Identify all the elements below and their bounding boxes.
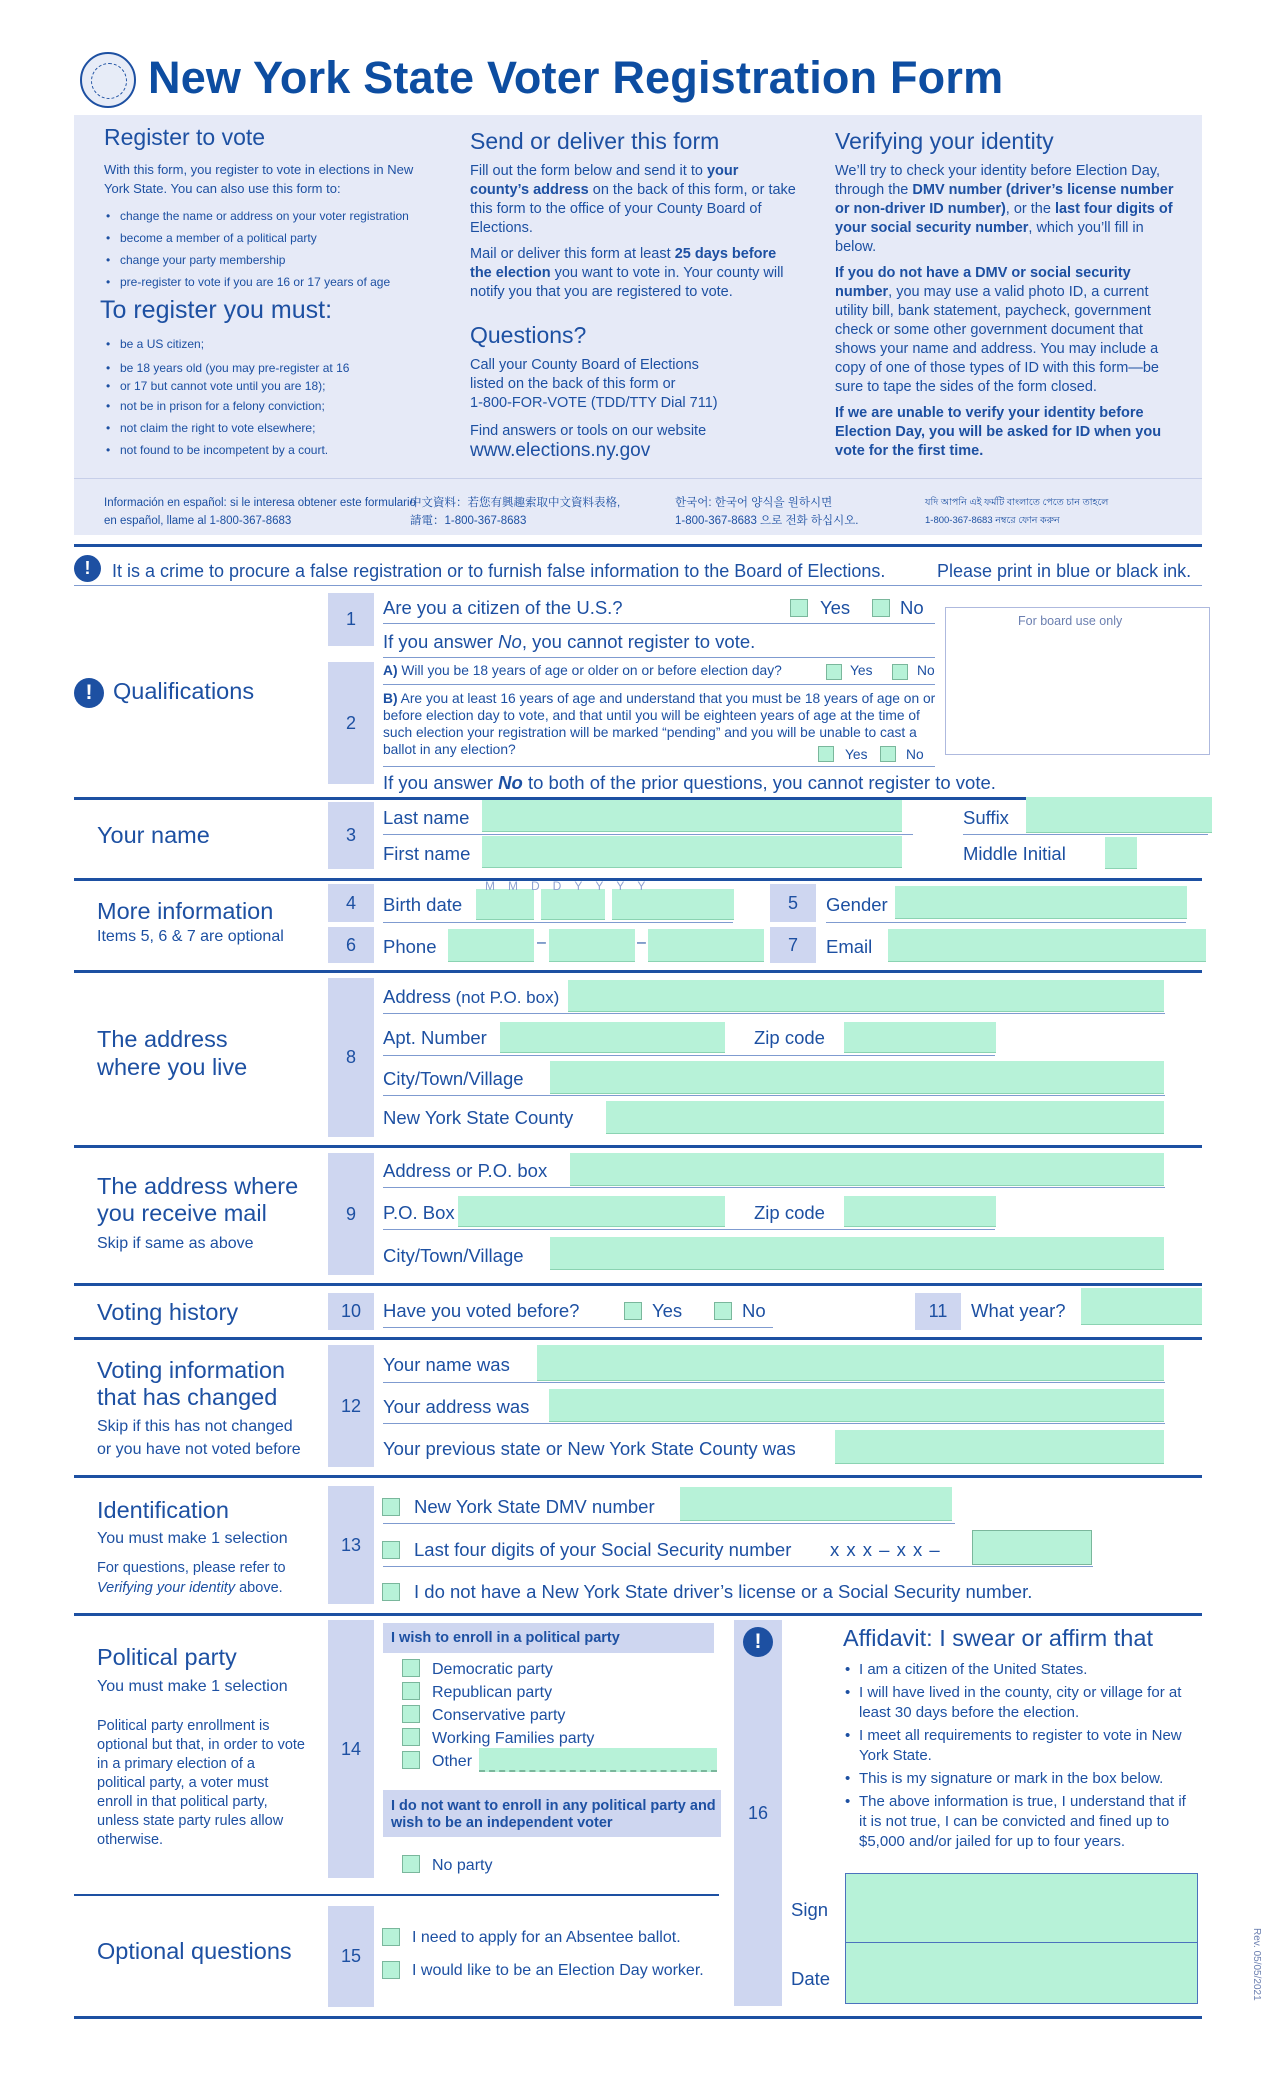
- first-name-label: First name: [383, 843, 471, 864]
- what-year-label: What year?: [971, 1300, 1066, 1321]
- divider: [74, 585, 1202, 586]
- item-number: 15: [328, 1906, 374, 2007]
- middle-initial-field[interactable]: [1105, 837, 1137, 869]
- changed-note-2: or you have not voted before: [97, 1441, 301, 1458]
- date-format-hint: MMDDYYYY: [485, 879, 659, 893]
- section-optional-questions: Optional questions: [97, 1938, 292, 1964]
- ident-refer: For questions, please refer to: [97, 1560, 286, 1576]
- divider: [383, 766, 935, 767]
- item-number: 9: [328, 1153, 374, 1275]
- age-question-b: B) Are you at least 16 years of age and understand that you must be 18 years of age on or before election day to vote, and that until you will be eighteen years of age at the time of such election your registration will be marked “pending” and you will be unable to cast a ballot in any election?: [383, 691, 936, 757]
- must-bullets: [104, 333, 464, 461]
- party-label: Working Families party: [432, 1730, 595, 1747]
- phone-line-field[interactable]: [648, 929, 764, 962]
- email-label: Email: [826, 936, 873, 957]
- alert-icon: !: [74, 555, 101, 582]
- divider: [74, 1283, 1202, 1286]
- phone-prefix-field[interactable]: [549, 929, 635, 962]
- item-number: 2: [328, 662, 374, 784]
- section-address-mail-2: you receive mail: [97, 1200, 267, 1226]
- verify-paragraph-3: If we are unable to verify your identity before Election Day, you will be asked for ID when you vote for the first time.: [835, 405, 1162, 459]
- age-question-a: A) Will you be 18 years of age or older on or before election day?: [383, 663, 782, 678]
- register-heading: Register to vote: [104, 124, 266, 150]
- birth-date-label: Birth date: [383, 894, 463, 915]
- yes-label: Yes: [652, 1300, 683, 1321]
- ink-note: Please print in blue or black ink.: [937, 561, 1192, 581]
- previous-state-label: Your previous state or New York State County was: [383, 1438, 796, 1459]
- suffix-label: Suffix: [963, 807, 1009, 828]
- no-label: No: [917, 663, 935, 678]
- send-heading: Send or deliver this form: [470, 128, 720, 154]
- item-number: 1: [328, 593, 374, 646]
- apt-number-label: Apt. Number: [383, 1027, 487, 1048]
- website-link[interactable]: www.elections.ny.gov: [470, 440, 651, 461]
- voted-before-label: Have you voted before?: [383, 1300, 580, 1321]
- item-number: 3: [328, 802, 374, 869]
- yes-label: Yes: [850, 663, 873, 678]
- divider: [383, 1566, 1093, 1567]
- residence-zip-field[interactable]: [844, 1022, 996, 1053]
- divider: [963, 834, 1208, 835]
- list-item: • or 17 but cannot vote until you are 18);: [104, 377, 464, 395]
- divider: [383, 1327, 773, 1328]
- questions-line-1: Call your County Board of Elections: [470, 357, 699, 373]
- poll-worker-label: I would like to be an Election Day worker.: [412, 1962, 704, 1979]
- birth-year-field[interactable]: [612, 889, 734, 920]
- county-label: New York State County: [383, 1107, 574, 1128]
- korean-info: 한국어: 한국어 양식을 원하시면 1-800-367-8683 으로 전화 하십시오.: [675, 497, 859, 527]
- citizen-question: Are you a citizen of the U.S.?: [383, 597, 623, 618]
- affidavit-heading: Affidavit: I swear or affirm that: [843, 1625, 1153, 1651]
- ssn-last-four-field[interactable]: [972, 1530, 1092, 1565]
- previous-state-field[interactable]: [835, 1430, 1164, 1464]
- party-label: Republican party: [432, 1684, 553, 1701]
- item-number: 6: [328, 927, 374, 963]
- form-title: New York State Voter Registration Form: [148, 52, 1004, 103]
- city-label: City/Town/Village: [383, 1245, 524, 1266]
- mail-zip-field[interactable]: [844, 1196, 996, 1227]
- bengali-info: যদি আপনি এই ফর্মটি বাংলাতে পেতে চান তাহলে 1-800-367-8683 নম্বরে ফোন করুন: [925, 497, 1109, 526]
- divider: [383, 1423, 1165, 1424]
- questions-heading: Questions?: [470, 322, 587, 348]
- absentee-label: I need to apply for an Absentee ballot.: [412, 1929, 681, 1946]
- phone-label: Phone: [383, 936, 437, 957]
- age-a-yes-checkbox[interactable]: [826, 664, 842, 680]
- section-address-mail-1: The address where: [97, 1173, 299, 1199]
- party-explanation: Political party enrollment is optional but that, in order to vote in a primary election of a political party, a voter must enroll in that political party, unless state party rules allow otherwise.: [97, 1718, 305, 1848]
- mail-address-label: Address or P.O. box: [383, 1160, 548, 1181]
- age-b-no-checkbox[interactable]: [880, 746, 896, 762]
- democratic-checkbox[interactable]: [402, 1659, 420, 1677]
- list-item: • become a member of a political party: [104, 227, 464, 249]
- no-id-checkbox[interactable]: [382, 1583, 400, 1601]
- list-item: • be a US citizen;: [104, 333, 464, 355]
- signature-field[interactable]: [845, 1873, 1198, 2004]
- party-label: Other: [432, 1753, 473, 1770]
- gender-field[interactable]: [895, 886, 1187, 919]
- age-b-yes-checkbox[interactable]: [818, 746, 834, 762]
- item-number: 14: [328, 1620, 374, 1878]
- yes-label: Yes: [845, 747, 868, 762]
- divider: [74, 1894, 719, 1896]
- no-party-checkbox[interactable]: [402, 1855, 420, 1873]
- board-use-label: For board use only: [1018, 614, 1123, 628]
- dmv-checkbox[interactable]: [382, 1498, 400, 1516]
- age-a-no-checkbox[interactable]: [892, 664, 908, 680]
- verify-paragraph-2: If you do not have a DMV or social security number, you may use a valid photo ID, a current utility bill, bank statement, paycheck, government check or some other government document that shows your name and address. You may include a copy of one of those types of ID with this form—be sure to tape the sides of the form closed.: [835, 265, 1159, 395]
- conservative-checkbox[interactable]: [402, 1705, 420, 1723]
- item-number: 13: [328, 1486, 374, 1604]
- working-families-checkbox[interactable]: [402, 1728, 420, 1746]
- birth-month-field[interactable]: [476, 889, 534, 920]
- alert-icon: !: [743, 1627, 773, 1657]
- dmv-number-field[interactable]: [680, 1487, 952, 1521]
- send-paragraph-2: Mail or deliver this form at least 25 days before the election you want to vote in. Your county will notify you that you are registered to vote.: [470, 246, 784, 300]
- divider: [74, 1145, 1202, 1148]
- section-more-information: More information: [97, 898, 274, 924]
- po-box-label: P.O. Box: [383, 1202, 455, 1223]
- list-item: • be 18 years old (you may pre-register at 16: [104, 359, 464, 377]
- party-note: You must make 1 selection: [97, 1678, 288, 1695]
- list-item: • not be in prison for a felony conviction;: [104, 395, 464, 417]
- mail-city-field[interactable]: [550, 1237, 1164, 1270]
- suffix-field[interactable]: [1026, 797, 1212, 833]
- divider: [383, 834, 913, 835]
- voted-no-checkbox[interactable]: [714, 1302, 732, 1320]
- sign-label: Sign: [791, 1899, 829, 1920]
- list-item: • not found to be incompetent by a court.: [104, 439, 464, 461]
- residence-address-field[interactable]: [568, 980, 1164, 1012]
- yes-label: Yes: [820, 597, 851, 618]
- ssn-checkbox[interactable]: [382, 1541, 400, 1559]
- divider: [383, 1523, 955, 1524]
- divider: [74, 1337, 1202, 1340]
- phone-dash: –: [637, 934, 646, 951]
- phone-area-field[interactable]: [448, 929, 534, 962]
- section-changed-1: Voting information: [97, 1357, 286, 1383]
- warning-text: It is a crime to procure a false registration or to furnish false information to the Board of Elections.: [112, 561, 886, 581]
- register-bullets: [104, 205, 464, 293]
- ident-refer-2: Verifying your identity above.: [97, 1580, 283, 1596]
- verify-paragraph-1: We’ll try to check your identity before Election Day, through the DMV number (driver’s license number or non-driver ID number), or the last four digits of your social security number, which you’ll fill in below.: [835, 163, 1174, 255]
- dmv-label: New York State DMV number: [414, 1496, 655, 1517]
- ident-note: You must make 1 selection: [97, 1530, 288, 1547]
- poll-worker-checkbox[interactable]: [382, 1961, 400, 1979]
- list-item: • The above information is true, I understand that if it is not true, I can be convicted and fined up to $5,000 and/or jailed for up to four years.: [843, 1792, 1195, 1852]
- item-number: 12: [328, 1345, 374, 1467]
- no-party-label: No party: [432, 1857, 493, 1874]
- list-item: • change your party membership: [104, 249, 464, 271]
- apt-number-field[interactable]: [500, 1022, 725, 1053]
- city-label: City/Town/Village: [383, 1068, 524, 1089]
- date-label: Date: [791, 1968, 831, 1989]
- questions-line-2: listed on the back of this form or: [470, 376, 676, 392]
- list-item: • I meet all requirements to register to vote in New York State.: [843, 1726, 1195, 1766]
- revision-date: Rev. 05/05/2021: [1251, 1928, 1262, 2001]
- voted-year-field[interactable]: [1081, 1288, 1202, 1325]
- item-number: 5: [770, 884, 816, 922]
- register-text: With this form, you register to vote in elections in New York State. You can also use this form to:: [104, 162, 414, 196]
- republican-checkbox[interactable]: [402, 1682, 420, 1700]
- party-label: Conservative party: [432, 1707, 566, 1724]
- questions-line-4: Find answers or tools on our website: [470, 423, 707, 439]
- item-number: 10: [328, 1293, 374, 1330]
- questions-line-3: 1-800-FOR-VOTE (TDD/TTY Dial 711): [470, 395, 718, 411]
- zip-code-label: Zip code: [754, 1027, 825, 1048]
- section-political-party: Political party: [97, 1644, 237, 1670]
- board-use-box: [945, 607, 1210, 755]
- list-item: • not claim the right to vote elsewhere;: [104, 417, 464, 439]
- section-address-live-1: The address: [97, 1026, 228, 1052]
- independent-heading: I do not want to enroll in any political party and wish to be an independent voter: [383, 1790, 721, 1837]
- divider: [383, 684, 935, 685]
- item-number: 11: [915, 1293, 961, 1330]
- item-number: 8: [328, 978, 374, 1137]
- citizen-note: If you answer No, you cannot register to vote.: [383, 631, 756, 652]
- divider: [383, 1013, 1165, 1014]
- divider: [383, 1187, 1165, 1188]
- spanish-info: Información en español: si le interesa obtener este formulario en español, llame al 1-800-367-8683: [104, 497, 416, 527]
- absentee-checkbox[interactable]: [382, 1928, 400, 1946]
- changed-note-1: Skip if this has not changed: [97, 1418, 293, 1435]
- residence-city-field[interactable]: [550, 1061, 1164, 1094]
- item-number: 16: [734, 1620, 782, 2006]
- no-label: No: [742, 1300, 766, 1321]
- ny-state-seal-icon: [80, 52, 136, 108]
- county-field[interactable]: [606, 1101, 1164, 1134]
- divider: [74, 544, 1202, 547]
- section-address-live-2: where you live: [97, 1054, 248, 1080]
- no-label: No: [906, 747, 924, 762]
- list-item: • change the name or address on your voter registration: [104, 205, 464, 227]
- email-field[interactable]: [888, 929, 1206, 962]
- list-item: • pre-register to vote if you are 16 or 17 years of age: [104, 271, 464, 293]
- divider: [74, 970, 1202, 973]
- divider: [74, 1475, 1202, 1478]
- phone-dash: –: [537, 934, 546, 951]
- divider: [383, 1095, 1165, 1096]
- citizen-yes-checkbox[interactable]: [790, 599, 808, 617]
- last-name-field[interactable]: [482, 800, 902, 832]
- no-label: No: [900, 597, 924, 618]
- divider: [845, 1942, 1198, 1943]
- address-mail-note: Skip if same as above: [97, 1235, 254, 1252]
- ssn-label: Last four digits of your Social Security number: [414, 1539, 792, 1560]
- gender-label: Gender: [826, 894, 888, 915]
- chinese-info: 中文資料：若您有興趣索取中文資料表格, 請電：1-800-367-8683: [410, 497, 621, 527]
- address-label: Address (not P.O. box): [383, 986, 560, 1007]
- alert-icon: !: [74, 678, 104, 708]
- list-item: • This is my signature or mark in the box below.: [843, 1769, 1195, 1789]
- section-your-name: Your name: [97, 822, 210, 848]
- item-number: 4: [328, 884, 374, 922]
- divider: [383, 1055, 995, 1056]
- verify-heading: Verifying your identity: [835, 128, 1054, 154]
- affidavit-list: [843, 1660, 1195, 1855]
- other-party-field[interactable]: [479, 1748, 717, 1772]
- must-heading: To register you must:: [100, 296, 333, 324]
- divider: [74, 1613, 1202, 1616]
- divider: [826, 922, 1186, 923]
- po-box-field[interactable]: [458, 1196, 725, 1227]
- enroll-heading: I wish to enroll in a political party: [383, 1623, 714, 1653]
- divider: [383, 922, 733, 923]
- first-name-field[interactable]: [482, 836, 902, 868]
- send-paragraph-1: Fill out the form below and send it to your county’s address on the back of this form, or take this form to the office of your County Board of Elections.: [470, 163, 796, 236]
- list-item: • I am a citizen of the United States.: [843, 1660, 1195, 1680]
- address-was-label: Your address was: [383, 1396, 530, 1417]
- section-identification: Identification: [97, 1497, 229, 1523]
- item-number: 7: [770, 927, 816, 963]
- age-note: If you answer No to both of the prior questions, you cannot register to vote.: [383, 772, 996, 793]
- more-info-note: Items 5, 6 & 7 are optional: [97, 928, 284, 945]
- citizen-no-checkbox[interactable]: [872, 599, 890, 617]
- no-id-label: I do not have a New York State driver’s license or a Social Security number.: [414, 1581, 1033, 1602]
- mail-address-field[interactable]: [570, 1153, 1164, 1186]
- section-voting-history: Voting history: [97, 1299, 239, 1325]
- other-party-checkbox[interactable]: [402, 1751, 420, 1769]
- zip-code-label: Zip code: [754, 1202, 825, 1223]
- middle-initial-label: Middle Initial: [963, 843, 1066, 864]
- ssn-mask: x x x – x x –: [830, 1539, 941, 1560]
- name-was-label: Your name was: [383, 1354, 510, 1375]
- divider: [383, 1229, 995, 1230]
- section-qualifications: Qualifications: [113, 678, 255, 704]
- divider: [383, 623, 935, 624]
- voted-yes-checkbox[interactable]: [624, 1302, 642, 1320]
- party-label: Democratic party: [432, 1661, 553, 1678]
- divider: [383, 1382, 1165, 1383]
- last-name-label: Last name: [383, 807, 470, 828]
- divider: [74, 2016, 1202, 2019]
- section-changed-2: that has changed: [97, 1384, 278, 1410]
- list-item: • I will have lived in the county, city or village for at least 30 days before the election.: [843, 1683, 1195, 1723]
- birth-day-field[interactable]: [541, 889, 605, 920]
- divider: [383, 657, 935, 658]
- previous-name-field[interactable]: [537, 1345, 1164, 1381]
- previous-address-field[interactable]: [549, 1389, 1164, 1422]
